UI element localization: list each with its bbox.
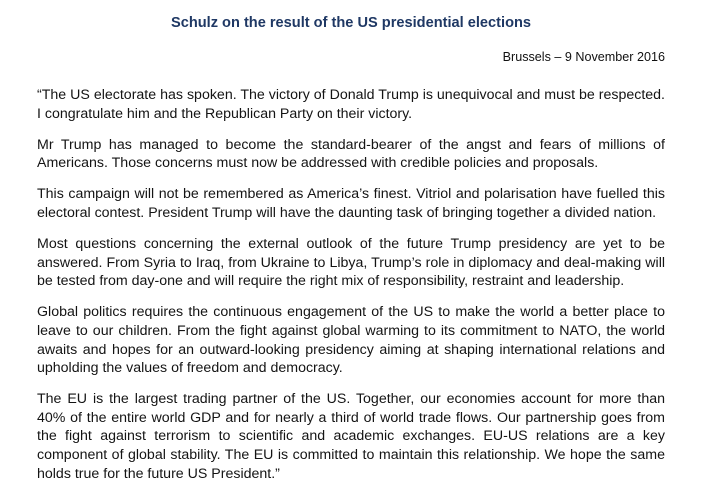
- paragraph-6: The EU is the largest trading partner of the US. Together, our economies account for more than 40% of the entire world GDP and for nearly a third of world trade flows. Our partnership goes from the fight against terrorism to scientific and academic exchanges. EU-US relations are a key component of global stability. The EU is committed to maintain this relationship. We hope the same holds true for the future US President.”: [37, 391, 665, 482]
- paragraph-2: Mr Trump has managed to become the standard-bearer of the angst and fears of millions of Americans. Those concerns must now be addressed with credible policies and proposals.: [37, 136, 665, 172]
- paragraph-3: This campaign will not be remembered as America’s finest. Vitriol and polarisation have fuelled this electoral contest. President Trump will have the daunting task of bringing together a divided nation.: [37, 186, 665, 221]
- dateline: Brussels – 9 November 2016: [502, 50, 665, 64]
- paragraph-5: Global politics requires the continuous engagement of the US to make the world a better place to leave to our children. From the fight against global warming to its commitment to NATO, the world awaits and hopes for an outward-looking presidency aiming at shaping international relations and upholding the values of freedom and democracy.: [37, 304, 665, 377]
- paragraph-4: Most questions concerning the external outlook of the future Trump presidency are yet to be answered. From Syria to Iraq, from Ukraine to Libya, Trump’s role in diplomacy and deal-making will be tested from day-one and will require the right mix of responsibility, restraint and leadership.: [37, 236, 665, 290]
- page-title: Schulz on the result of the US presidential elections: [170, 15, 532, 31]
- body-text: [37, 86, 665, 496]
- paragraph-1: “The US electorate has spoken. The victory of Donald Trump is unequivocal and must be respected. I congratulate him and the Republican Party on their victory.: [37, 87, 665, 122]
